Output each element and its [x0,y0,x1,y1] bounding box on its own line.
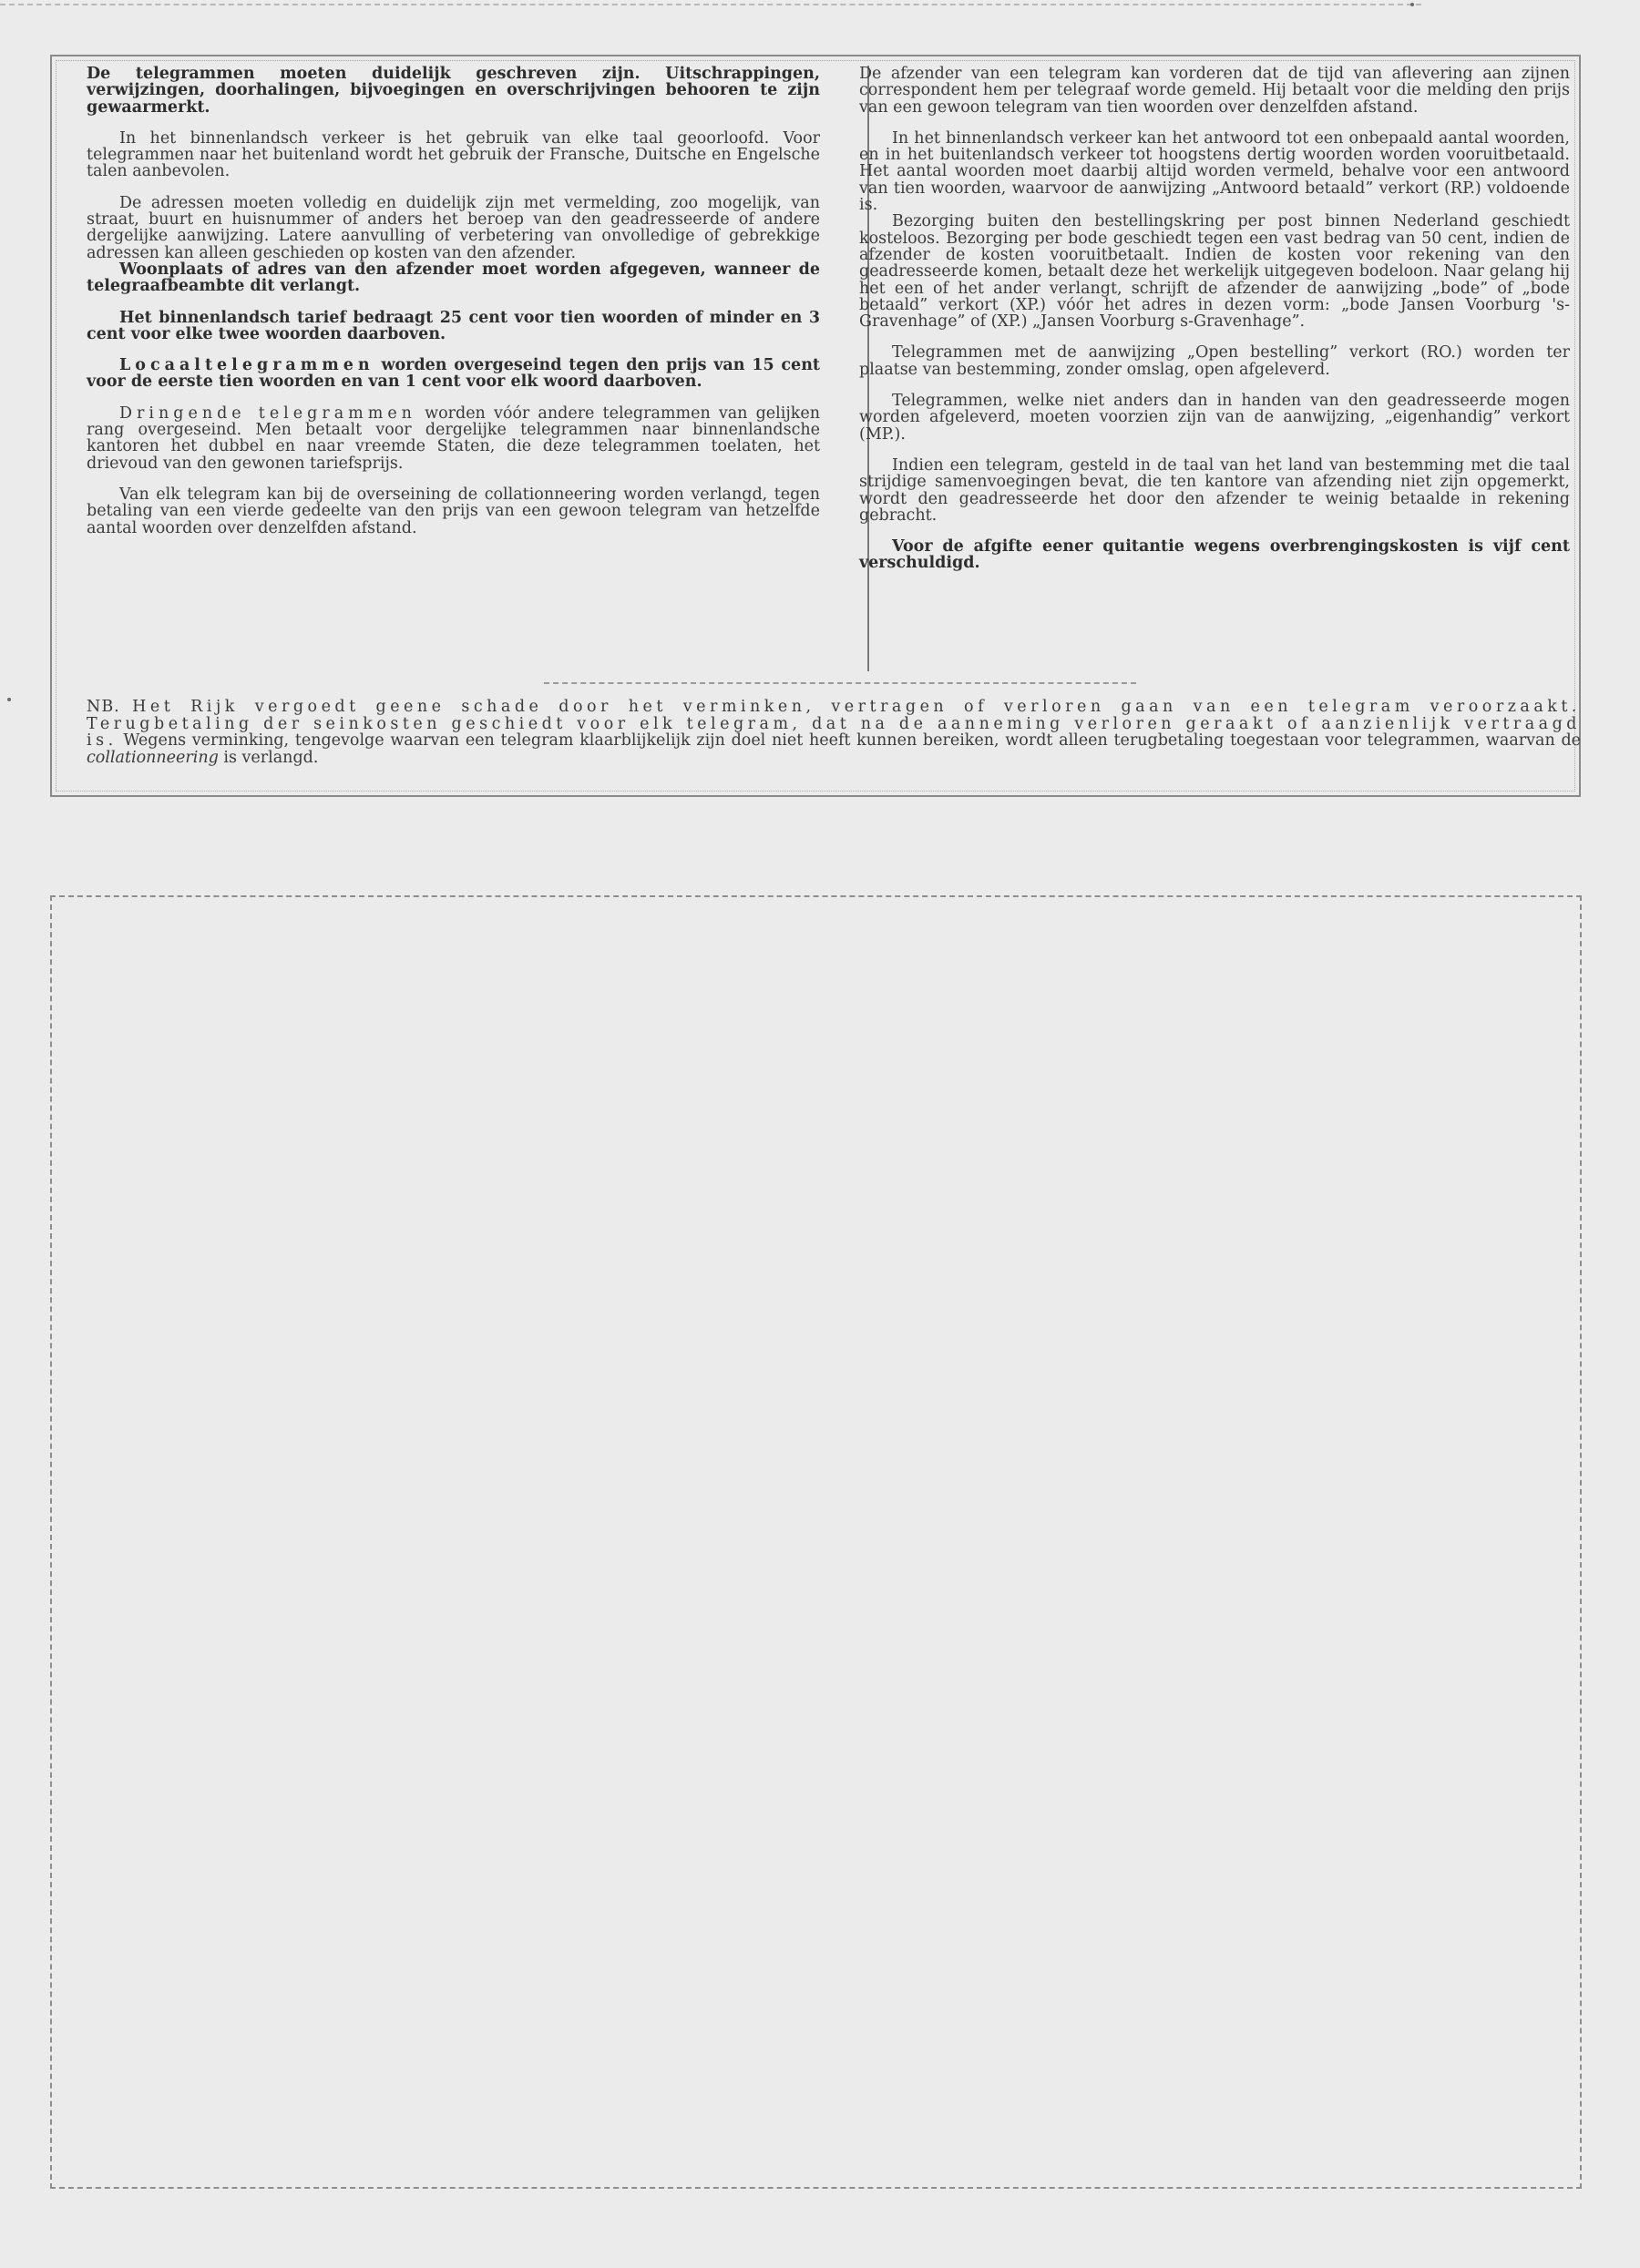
rule-legibility: De telegrammen moeten duidelijk geschreven zijn. Uitschrappingen, verwijzingen, doorhalingen, bijvoegingen en overschrijvingen behooren te zijn gewaarmerkt. [87,65,820,117]
rule-delivery-time: De afzender van een telegram kan vorderen dat de tijd van aflevering aan zijnen correspondent hem per telegraaf worde gemeld. Hij betaalt voor die melding den prijs van een gewoon telegram van tien woorden over denzelfden afstand. [859,65,1570,117]
rule-receipt-fee: Voor de afgifte eener quitantie wegens overbrengingskosten is vijf cent verschuldigd. [859,537,1570,573]
rule-language-surcharge: Indien een telegram, gesteld in de taal van het land van bestemming met die taal strijdige samenvoegingen bevat, die ten kantore van afzending niet zijn opgemerkt, wordt den geadresseerde het door den afzender te weinig betaalde in rekening gebracht. [859,455,1570,525]
left-column [87,66,820,551]
rule-addresses: De adressen moeten volledig en duidelijk zijn met vermelding, zoo mogelijk, van straat, buurt en huisnummer of anders het beroep van den geadresseerde of andere dergelijke aanwijzing. Latere aanvulling of verbetering van onvolledige of gebrekkige adressen kan alleen geschieden op kosten van den afzender. [87,193,820,262]
rule-domestic-tariff: Het binnenlandsch tarief bedraagt 25 cent voor tien woorden of minder en 3 cent voor elke twee woorden daarboven. [87,308,820,343]
rule-prepaid-reply: In het binnenlandsch verkeer kan het antwoord tot een onbepaald aantal woorden, en in het buitenlandsch verkeer tot hoogstens dertig woorden worden vooruitbetaald. Het aantal woorden moet daarbij altijd worden vermeld, behalve voor een antwoord van tien woorden, waarvoor de aanwijzing „Antwoord betaald” verkort (RP.) voldoende is. [859,128,1570,215]
local-telegrams-heading: Locaaltelegrammen [119,356,374,375]
stray-ink-mark [1410,3,1414,6]
nb-collation-word: collationneering [87,748,219,767]
rule-local-telegrams [87,357,820,391]
blank-form-area [50,895,1582,2189]
nb-liability-notice [87,699,1581,766]
stray-ink-mark [7,698,11,701]
section-separator [544,682,1136,684]
rule-sender-address: Woonplaats of adres van den afzender moet worden afgegeven, wanneer de telegraafbeambte dit verlangt. [87,260,820,296]
top-edge-rule [0,4,1421,5]
urgent-telegrams-text: worden vóór andere telegrammen van gelijken rang overgeseind. Men betaalt voor dergelijke telegrammen naar binnenlandsche kantoren het dubbel en naar vreemde Staten, die deze telegrammen toelaten, het drievoud van den gewonen tariefsprijs. [87,404,821,473]
telegram-rules-notice [50,55,1581,797]
rule-delivery-by-messenger: Bezorging buiten den bestellingskring per post binnen Nederland geschiedt kosteloos. Bezorging per bode geschiedt tegen een vast bedrag van 50 cent, indien de afzender de kosten vooruitbetaalt. Indien de kosten voor rekening van den geadresseerde komen, betaalt deze het werkelijk uitgegeven bodeloon. Naar gelang hij het een of het ander verlangt, schrijft de afzender de aanwijzing „bode” of „bode betaald” verkort (XP.) vóór het adres in dezen vorm: „bode Jansen Voorburg 's-Gravenhage” of (XP.) „Jansen Voorburg s-Gravenhage”. [859,212,1570,332]
nb-liability-text: Het Rijk vergoedt geene schade door het verminken, vertragen of verloren gaan van een telegram veroorzaakt. Terugbetaling der seinkosten geschiedt voor elk telegram, dat na de aanneming verloren geraakt of aanzienlijk vertraagd is. [87,698,1581,750]
right-column [859,66,1570,587]
rule-personal-delivery: Telegrammen, welke niet anders dan in handen van den geadresseerde mogen worden afgeleverd, moeten voorzien zijn van de aanwijzing, „eigenhandig” verkort (MP.). [859,392,1570,444]
nb-refund-text: Wegens verminking, tengevolge waarvan een telegram klaarblijkelijk zijn doel niet heeft kunnen bereiken, wordt alleen terugbetaling toegestaan voor telegrammen, waarvan de [117,731,1581,750]
urgent-telegrams-heading: Dringende telegrammen [119,404,416,423]
nb-label: NB. [87,698,120,716]
rule-urgent-telegrams [87,405,820,472]
rule-open-delivery: Telegrammen met de aanwijzing „Open bestelling” verkort (RO.) worden ter plaatse van bestemming, zonder omslag, open afgeleverd. [859,343,1570,379]
local-telegrams-text: worden overgeseind tegen den prijs van 15 cent voor de eerste tien woorden en van 1 cent voor elk woord daarboven. [87,356,820,392]
nb-end-text: is verlangd. [218,748,319,767]
rule-language: In het binnenlandsch verkeer is het gebruik van elke taal geoorloofd. Voor telegrammen naar het buitenland wordt het gebruik der Fransche, Duitsche en Engelsche talen aanbevolen. [87,128,820,181]
rule-collation: Van elk telegram kan bij de overseining de collationneering worden verlangd, tegen betaling van een vierde gedeelte van den prijs van een gewoon telegram van hetzelfde aantal woorden over denzelfden afstand. [87,485,820,537]
